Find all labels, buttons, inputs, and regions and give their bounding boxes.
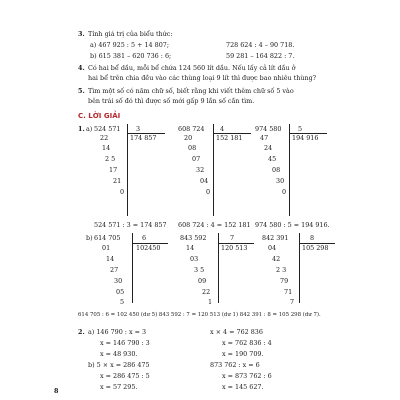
equation-line: x = 48 930. [100, 350, 138, 358]
division-dividend: 614 705 [94, 234, 121, 242]
division-result: 974 580 : 5 = 194 916. [255, 221, 330, 229]
division-step: 04 [268, 244, 277, 252]
division-vertical-line [127, 124, 128, 216]
exercise-3-item: a) 467 925 : 5 + 14 807; [90, 41, 169, 49]
division-dividend: 608 724 [178, 125, 205, 133]
exercise-5-text: bên trái số đó thì được số mới gấp 9 lần số cần tìm. [88, 97, 255, 105]
solution-1b-label: b) [86, 234, 93, 242]
division-horizontal-line [127, 133, 165, 134]
division-step: 14 [106, 255, 115, 263]
division-step: 24 [264, 144, 273, 152]
division-quotient: 174 857 [130, 134, 157, 142]
division-dividend: 843 592 [180, 234, 207, 242]
equation-line: x = 145 627. [222, 383, 264, 391]
equation-line: a) 146 790 : x = 3 [88, 328, 147, 336]
division-result: 524 571 : 3 = 174 857 [94, 221, 167, 229]
division-quotient: 152 181 [216, 134, 243, 142]
exercise-3-item: 59 281 – 164 822 : 7. [226, 52, 295, 60]
division-dividend: 524 571 [94, 125, 121, 133]
equation-line: x = 762 836 : 4 [222, 339, 272, 347]
division-step: 2 5 [105, 155, 116, 163]
exercise-4-text: Có hai bể dầu, mỗi bể chứa 124 560 lít dầu. Nếu lấy cả lít dầu ở [88, 64, 296, 72]
division-step: 04 [200, 177, 209, 185]
division-horizontal-line [299, 243, 335, 244]
division-quotient: 102450 [136, 244, 161, 252]
division-step: 22 [202, 288, 211, 296]
division-quotient: 105 298 [302, 244, 329, 252]
division-step: 47 [260, 134, 269, 142]
division-divisor: 4 [220, 125, 225, 133]
exercise-3-number: 3. [78, 30, 85, 38]
division-divisor: 3 [136, 125, 141, 133]
division-step: 21 [113, 177, 122, 185]
division-step: 71 [284, 288, 293, 296]
division-step: 08 [272, 166, 281, 174]
division-step: 14 [102, 144, 111, 152]
equation-line: x × 4 = 762 836 [210, 328, 263, 336]
exercise-4-number: 4. [78, 64, 85, 72]
division-step: 05 [116, 288, 125, 296]
equation-line: x = 873 762 : 6 [222, 372, 272, 380]
division-divisor: 6 [142, 234, 147, 242]
equation-line: x = 286 475 : 5 [100, 372, 150, 380]
division-step: 17 [109, 166, 118, 174]
division-divisor: 7 [230, 234, 235, 242]
division-divisor: 8 [310, 234, 315, 242]
division-quotient: 194 916 [292, 134, 319, 142]
exercise-5-text: Tìm một số có năm chữ số, biết rằng khi viết thêm chữ số 5 vào [88, 87, 294, 95]
division-step: 30 [276, 177, 285, 185]
division-vertical-line [213, 124, 214, 216]
solution-1a-label: a) [86, 125, 93, 133]
division-step: 08 [188, 144, 197, 152]
division-divisor: 5 [298, 125, 303, 133]
exercise-3-prompt: Tính giá trị của biểu thức: [88, 30, 173, 38]
division-result-line: 614 705 : 6 = 102 450 (dư 5) 843 592 : 7 = 120 513 (dư 1) 842 391 : 8 = 105 298 (dư 7). [78, 312, 321, 318]
division-step: 22 [100, 134, 109, 142]
division-step: 32 [196, 166, 205, 174]
division-step: 09 [198, 277, 207, 285]
equation-line: x = 190 709. [222, 350, 264, 358]
solution-1-number: 1. [78, 125, 85, 133]
division-horizontal-line [213, 133, 251, 134]
division-step: 30 [114, 277, 123, 285]
division-horizontal-line [218, 243, 254, 244]
page-number: 8 [54, 387, 59, 395]
division-quotient: 120 513 [221, 244, 248, 252]
exercise-3-item: b) 615 381 – 620 736 : 6; [90, 52, 172, 60]
division-step: 7 [290, 298, 295, 306]
division-step: 27 [110, 266, 119, 274]
division-step: 14 [186, 244, 195, 252]
exercise-5-number: 5. [78, 87, 85, 95]
exercise-4-text: hai bể trên chia đều vào các thùng loại 9 lít thì được bao nhiêu thùng? [88, 74, 317, 82]
solutions-heading: C. LỜI GIẢI [78, 112, 121, 120]
equation-line: x = 146 790 : 3 [100, 339, 150, 347]
division-step: 79 [280, 277, 289, 285]
division-step: 0 [120, 188, 125, 196]
division-step: 2 3 [276, 266, 287, 274]
division-dividend: 842 391 [262, 234, 289, 242]
division-horizontal-line [132, 243, 168, 244]
equation-line: 873 762 : x = 6 [210, 361, 260, 369]
division-horizontal-line [289, 133, 327, 134]
solution-2-number: 2. [78, 328, 85, 336]
division-dividend: 974 580 [255, 125, 282, 133]
textbook-page [54, 24, 336, 400]
division-step: 0 [282, 188, 287, 196]
division-step: 1 [208, 298, 213, 306]
division-step: 45 [268, 155, 277, 163]
division-step: 03 [190, 255, 199, 263]
division-vertical-line [289, 124, 290, 216]
division-step: 3 5 [194, 266, 205, 274]
division-step: 5 [120, 298, 125, 306]
division-step: 01 [102, 244, 111, 252]
division-step: 42 [272, 255, 281, 263]
equation-line: x = 57 295. [100, 383, 138, 391]
equation-line: b) 5 × x = 286 475 [88, 361, 150, 369]
division-step: 0 [206, 188, 211, 196]
division-step: 20 [184, 134, 193, 142]
division-step: 07 [192, 155, 201, 163]
division-result: 608 724 : 4 = 152 181 [178, 221, 251, 229]
exercise-3-item: 728 624 : 4 – 90 718. [226, 41, 295, 49]
